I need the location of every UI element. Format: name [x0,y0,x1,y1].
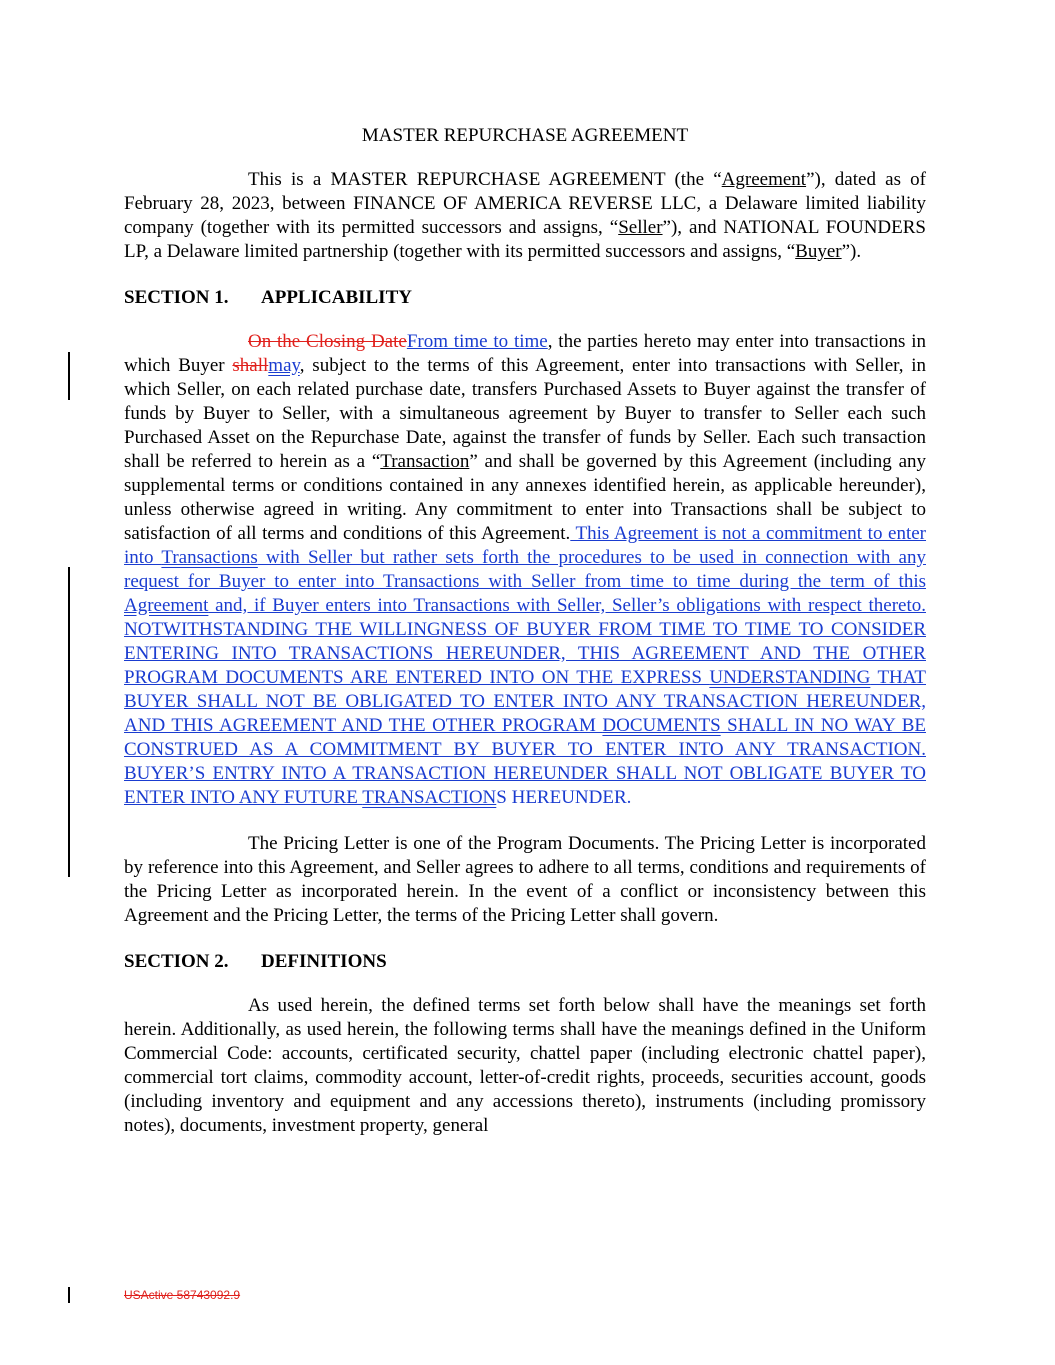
applicability-paragraph: On the Closing DateFrom time to time, the parties hereto may enter into transactions in which Buyer shallmay, subject to the terms of this Agreement, enter into transactions with Seller, in which Seller, on each related purchase date, transfers Purchased Assets to Buyer against the transfer of funds by Buyer to Seller, with a simultaneous agreement by Buyer to transfer to Seller each such Purchased Asset on the Repurchase Date, against the transfer of funds by Seller. Each such transaction shall be referred to herein as a “Transaction” and shall be governed by this Agreement (including any supplemental terms or conditions contained in any annexes identified herein, as applicable hereunder), unless otherwise agreed in writing. Any commitment to enter into Transactions shall be subject to satisfaction of all terms and conditions of this Agreement. This Agreement is not a commitment to enter into Transactions with Seller but rather sets forth the procedures to be used in connection with any request for Buyer to enter into Transactions with Seller from time to time during the term of this Agreement and, if Buyer enters into Transactions with Seller, Seller’s obligations with respect thereto. NOTWITHSTANDING THE WILLINGNESS OF BUYER FROM TIME TO TIME TO CONSIDER ENTERING INTO TRANSACTIONS HEREUNDER, THIS AGREEMENT AND THE OTHER PROGRAM DOCUMENTS ARE ENTERED INTO ON THE EXPRESS UNDERSTANDING THAT BUYER SHALL NOT BE OBLIGATED TO ENTER INTO ANY TRANSACTION HEREUNDER, AND THIS AGREEMENT AND THE OTHER PROGRAM DOCUMENTS SHALL IN NO WAY BE CONSTRUED AS A COMMITMENT BY BUYER TO ENTER INTO ANY TRANSACTION. BUYER’S ENTRY INTO A TRANSACTION HEREUNDER SHALL NOT OBLIGATE BUYER TO ENTER INTO ANY FUTURE TRANSACTIONS HEREUNDER. [124,331,927,808]
defined-term: Transaction [380,451,470,472]
section-2-heading: SECTION 2. DEFINITIONS [124,951,387,972]
deleted-text: On the Closing Date [248,331,407,352]
section-1-heading: SECTION 1. APPLICABILITY [124,287,412,308]
defined-term: Buyer [795,241,842,262]
defined-term: Seller [618,217,663,238]
inserted-text: THAT BUYER SHALL NOT BE OBLIGATED TO ENTER INTO ANY TRANSACTION HEREUNDER, AND THIS AGREEMENT AND THE OTHER PROGRAM [124,667,926,736]
change-bar [68,567,70,877]
inserted-text: SHALL IN NO WAY BE CONSTRUED AS A COMMITMENT BY BUYER TO ENTER INTO ANY TRANSACTION. BUYER’S ENTRY INTO A TRANSACTION HEREUNDER SHALL NOT OBLIGATE BUYER TO ENTER INTO ANY FUTURE [124,715,926,808]
inserted-text: may [268,355,300,376]
deleted-text: shall [232,355,269,376]
document-title: MASTER REPURCHASE AGREEMENT [361,125,689,146]
inserted-text: This Agreement is not a commitment to enter into [124,523,927,568]
inserted-text: and, if Buyer enters into Transactions with Seller, Seller’s obligations with respect thereto. NOTWITHSTANDING THE WILLINGNESS OF BUYER FROM TIME TO TIME TO CONSIDER ENTERING INTO TRANSACTIONS HEREUNDER, THIS AGREEMENT AND THE OTHER PROGRAM DOCUMENTS ARE ENTERED INTO ON THE EXPRESS [124,595,926,688]
defined-term: Agreement [721,169,807,190]
inserted-text: Agreement [124,595,209,616]
inserted-text: From time to time [406,331,548,352]
inserted-text: Transactions [161,547,258,568]
pricing-letter-paragraph: The Pricing Letter is one of the Program Documents. The Pricing Letter is incorporated by reference into this Agreement, and Seller agrees to adhere to all terms, conditions and requirements of the Pricing Letter as incorporated herein. In the event of a conflict or inconsistency between this Agreement and the Pricing Letter, the terms of the Pricing Letter shall govern. [124,833,926,926]
inserted-text: UNDERSTANDING [709,667,871,688]
definitions-paragraph: As used herein, the defined terms set forth below shall have the meanings set forth herein. Additionally, as used herein, the following terms shall have the meanings defined in the Uniform Commercial Code: accounts, certificated security, chattel paper (including electronic chattel paper), commercial tort claims, commodity account, letter-of-credit rights, proceeds, securities account, goods (including inventory and equipment and any accessions thereto), instruments (including promissory notes), documents, investment property, general [124,995,926,1136]
change-bar [68,352,70,400]
inserted-text: TRANSACTION [362,787,497,808]
document-footer-id: USActive 58743092.9 [124,1288,241,1302]
document-body [124,124,926,1138]
inserted-text: S HEREUNDER. [496,787,632,808]
change-bar [68,1287,70,1303]
inserted-text: DOCUMENTS [602,715,721,736]
intro-paragraph: This is a MASTER REPURCHASE AGREEMENT (the “Agreement”), dated as of February 28, 2023, between FINANCE OF AMERICA REVERSE LLC, a Delaware limited liability company (together with its permitted successors and assigns, “Seller”), and NATIONAL FOUNDERS LP, a Delaware limited partnership (together with its permitted successors and assigns, “Buyer”). [124,169,927,262]
inserted-text: with Seller but rather sets forth the procedures to be used in connection with any request for Buyer to enter into Transactions with Seller from time to time during the term of this [124,547,926,592]
